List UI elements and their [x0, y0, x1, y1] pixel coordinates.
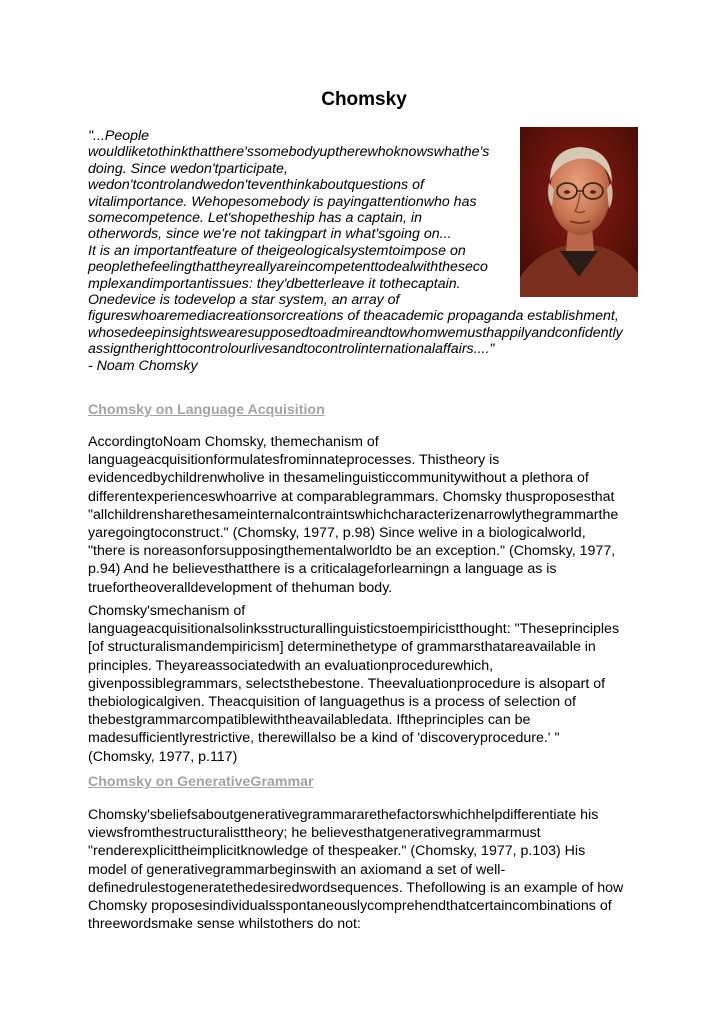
quote-line: Onedevice is todevelop a star system, an array of: [88, 292, 400, 309]
text-line: madesufficientlyrestrictive, therewillalso be a kind of 'discoveryprocedure.' ": [88, 730, 560, 747]
quote-line: mplexandimportantissues: they'dbetterleave it tothecaptain.: [88, 275, 461, 292]
text-line: Chomsky'smechanism of: [88, 603, 246, 619]
quote-line: wedon'tcontrolandwedon'teventhinkaboutquestions of: [88, 177, 424, 194]
quote-line: whosedeepinsightswearesupposedtoadmireandtowhomwemusthappilyandconfidently: [88, 324, 623, 341]
quote-line: otherwords, since we're not takingpart in what'sgoing on...: [88, 226, 452, 243]
text-line: yaregoingtoconstruct." (Chomsky, 1977, p.98) Since welive in a biologicalworld,: [88, 525, 586, 542]
quote-line: It is an importantfeature of theigeologicalsystemtoimpose on: [88, 242, 466, 259]
quote-line: peoplethefeelingthattheyreallyareincompetenttodealwiththeseco: [88, 259, 488, 276]
text-line: Chomsky proposesindividualsspontaneouslycomprehendthatcertaincombinations of: [88, 898, 612, 915]
quote-line: wouldliketothinkthatthere'ssomebodyuptherewhoknowswhathe's: [88, 144, 490, 161]
text-line: model of generativegrammarbeginswith an axiomand a set of well-: [88, 861, 506, 878]
text-line: (Chomsky, 1977, p.117): [88, 748, 238, 765]
text-line: Chomsky'sbeliefsaboutgenerativegrammararethefactorswhichhelpdifferentiate his: [88, 807, 599, 823]
text-line: principles. Theyareassociatedwith an evaluationprocedurewhich,: [88, 657, 494, 674]
quote-line: somecompetence. Let'shopetheship has a captain, in: [88, 210, 422, 227]
text-line: differentexperienceswhoarrive at comparablegrammars. Chomsky thusproposesthat: [88, 488, 615, 505]
text-line: definedrulestogeneratethedesiredwordsequences. Thefollowing is an example of how: [88, 879, 624, 896]
quote-line: vitalimportance. Wehopesomebody is payingattentionwho has: [88, 193, 477, 210]
text-line: evidencedbychildrenwholive in thesamelinguisticcommunitywithout a plethora of: [88, 470, 589, 487]
text-line: p.94) And he believesthatthere is a criticalageforlearningn a language as is: [88, 561, 557, 578]
text-line: givenpossiblegrammars, selectsthebestone. Theevaluationprocedure is alsopart of: [88, 675, 606, 692]
text-line: thebestgrammarcompatiblewiththeavailabledata. Iftheprinciples can be: [88, 712, 531, 729]
text-line: AccordingtoNoam Chomsky, themechanism of: [88, 434, 379, 450]
quote-line: doing. Since wedon'tparticipate,: [88, 160, 288, 177]
page-title: Chomsky: [321, 89, 407, 110]
text-line: [of structuralismandempiricism] determinethetype of grammarsthatareavailable in: [88, 639, 596, 656]
quote-line: figureswhoaremediacreationsorcreations of theacademic propaganda establishment,: [88, 308, 619, 325]
section-heading-language-acquisition[interactable]: Chomsky on Language Acquisition: [88, 402, 325, 418]
text-line: truefortheoveralldevelopment of thehuman body.: [88, 579, 393, 596]
paragraph-language-acquisition-2: [88, 602, 688, 766]
paragraph-language-acquisition-1: [88, 433, 688, 597]
text-line: languageacquisitionformulatesfrominnateprocesses. Thistheory is: [88, 452, 500, 469]
text-line: "allchildrensharethesameinternalcontraintswhichcharacterizenarrowlythegrammarthe: [88, 506, 619, 523]
text-line: "renderexplicittheimplicitknowledge of thespeaker." (Chomsky, 1977, p.103) His: [88, 843, 586, 860]
paragraph-generative-grammar-1: [88, 806, 688, 933]
chomsky-portrait-photo: [520, 127, 638, 297]
text-line: "there is noreasonforsupposingthementalworldto be an exception." (Chomsky, 1977,: [88, 543, 616, 560]
text-line: thebiologicalgiven. Theacquisition of languagethus is a process of selection of: [88, 694, 576, 711]
text-line: threewordsmake sense whilstothers do not:: [88, 916, 361, 933]
section-heading-generative-grammar[interactable]: Chomsky on GenerativeGrammar: [88, 774, 314, 790]
text-line: viewsfromthestructuralisttheory; he believesthatgenerativegrammarmust: [88, 825, 541, 842]
portrait-illustration: [520, 127, 638, 297]
text-line: languageacquisitionalsolinksstructurallinguisticstoempiricistthought: "Theseprinciples: [88, 621, 620, 638]
quote-line: assigntherighttocontrolourlivesandtocontrolinternationalaffairs....": [88, 341, 495, 358]
quote-line: - Noam Chomsky: [88, 357, 198, 374]
quote-line: "...People: [88, 128, 150, 144]
